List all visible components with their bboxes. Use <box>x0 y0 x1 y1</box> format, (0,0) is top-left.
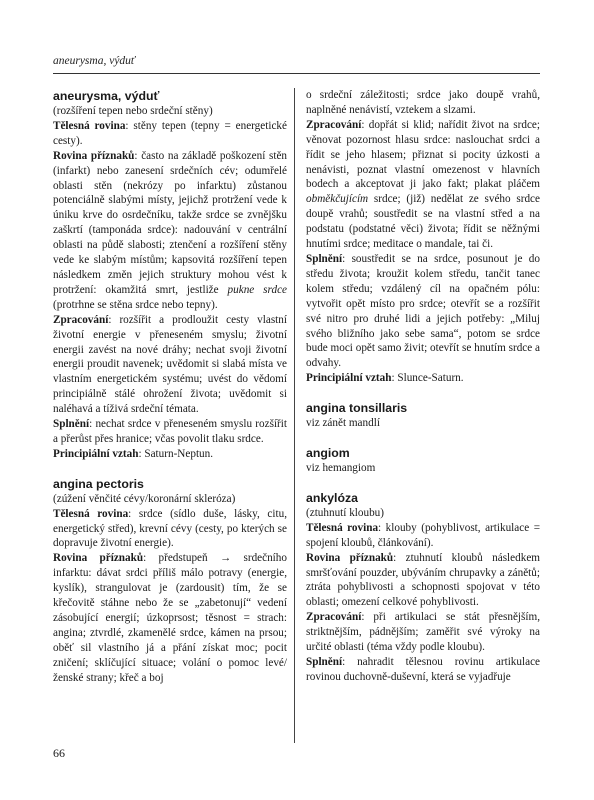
entry-paragraph <box>53 447 287 462</box>
entry-paragraph <box>306 371 540 386</box>
label-vztah: Principiální vztah <box>53 447 139 460</box>
running-head: aneurysma, výduť <box>53 55 136 67</box>
entry-paragraph <box>306 252 540 371</box>
label-telesna: Tělesná rovina <box>53 119 126 132</box>
label-splneni: Splnění <box>306 656 343 668</box>
label-zpracovani: Zpracování <box>306 611 362 624</box>
entry-crossref: viz zánět mandlí <box>306 417 380 430</box>
label-splneni: Splnění <box>306 252 343 265</box>
entry-aneurysma <box>53 88 287 462</box>
text-zpracovani-tail: srdce; (již) nedělat ze svého srdce doupě vrahů; soustředit se na vlastní střed a na podstatu (podstatné věci) života; řídit se něžnými hnutími srdce; meditace o mandale, tai či. <box>306 193 540 251</box>
label-splneni: Splnění <box>53 418 90 431</box>
entry-paragraph <box>306 655 540 685</box>
label-rovina: Rovina příznaků <box>53 552 144 565</box>
text-splneni: : soustředit se na srdce, posunout je do středu života; kroužit kolem středu, tančit tanec kolem středu; vzdálený cíl na opačném pólu: vytvořit opět místo pro srdce; otevřít se a rozšířit své nitro pro druhé lidi a jejich potřeby: „Miluj svého bližního jako sebe sama“, potom se srdce bude moci opět samo živit; otevřít se hnutím srdce a odvahy. <box>306 252 540 370</box>
entry-paragraph <box>306 551 540 611</box>
right-column <box>306 88 540 699</box>
entry-title: angiom <box>306 446 350 461</box>
entry-title: aneurysma, výduť <box>53 89 160 103</box>
entry-angina-tonsillaris <box>306 400 540 431</box>
entry-title: angina pectoris <box>53 476 144 491</box>
entry-title: angina tonsillaris <box>306 401 408 416</box>
entry-paragraph <box>53 551 287 685</box>
entry-paragraph <box>53 313 287 417</box>
column-divider <box>294 88 295 743</box>
text-zpracovani: : při artikulaci se stát přesnějším, striktnějším, pádnějším; zaměřit své výroky na určité oblasti (téma vždy podle kloubu). <box>306 611 540 654</box>
label-zpracovani: Zpracování <box>53 313 109 326</box>
entry-paragraph <box>306 118 540 252</box>
entry-angina-continued <box>306 88 540 386</box>
text-splneni: : nechat srdce v přeneseném smyslu rozšířit a přerůst přes hranice; včas povolit tlaku srdce. <box>53 418 287 445</box>
text-rovina-italic: pukne srdce <box>227 283 287 296</box>
entry-paragraph <box>53 119 287 149</box>
entry-paragraph <box>306 521 540 551</box>
text-rovina-tail: (protrhne se stěna srdce nebo tepny). <box>53 298 218 311</box>
header-rule <box>53 73 540 74</box>
text-zpracovani-italic: obměkčujícím <box>306 193 369 206</box>
label-telesna: Tělesná rovina <box>53 507 129 520</box>
text-telesna: : stěny tepen (tepny = energetické cesty). <box>53 119 287 147</box>
entry-angina-pectoris <box>53 476 287 686</box>
label-rovina: Rovina příznaků <box>306 551 394 564</box>
label-telesna: Tělesná rovina <box>306 521 379 534</box>
entry-subtitle: (zúžení věnčité cévy/koronární skleróza) <box>53 492 236 505</box>
entry-paragraph <box>53 149 287 313</box>
entry-paragraph: o srdeční záležitosti; srdce jako doupě vrahů, naplněné nenávistí, vztekem a slzami. <box>306 89 540 116</box>
text-zpracovani: : dopřát si klid; nařídit život na srdce; věnovat pozornost hlasu srdce: naslouchat srdci a řídit se jeho hlasem; přiznat si pocity úzkosti a nenávisti, poznat vlastní omezenost v hlavních bodech a akceptovat ji jako fakt; plakat pláčem <box>306 118 540 191</box>
entry-subtitle: (rozšíření tepen nebo srdeční stěny) <box>53 105 213 117</box>
label-vztah: Principiální vztah <box>306 372 392 385</box>
text-rovina: : často na základě poškození stěn (infarkt) nebo zanesení srdečních cév; odumřelé oblasti stěn (nekrózy po infarktu) zůstanou potenciálně slabými místy, jejichž protržení vede k úniku krve do osrdečníku, takže srdce se zvnějšku zaškrtí (tamponáda srdce): nadouvání v centrální oblasti na půdě slabosti; ztenčení a rozšíření stěny vede ke slabým místům; kapsovitá rozšíření tepen následkem změn jejich struktury mohou vést k protržení: okamžitá smrt, jestliže <box>53 149 288 296</box>
entry-ankyloza <box>306 490 540 685</box>
text-rovina: : ztuhnutí kloubů následkem smršťování pouzder, ubýváním chrupavky a zánětů; ztráta pohyblivosti a schopnosti spojovat v této oblasti; omezení celkové pohyblivosti. <box>306 551 540 609</box>
entry-crossref: viz hemangiom <box>306 462 376 475</box>
entry-paragraph <box>53 417 287 447</box>
left-column <box>53 88 287 700</box>
text-vztah: : Slunce-Saturn. <box>391 372 464 385</box>
entry-paragraph <box>53 507 287 552</box>
entry-paragraph <box>306 610 540 655</box>
text-splneni: : nahradit tělesnou rovinu artikulace rovinou duchovně-duševní, která se vyjadřuje <box>306 656 540 683</box>
page-number: 66 <box>53 746 65 760</box>
text-telesna: : klouby (pohyblivost, artikulace = spojení kloubů, článkování). <box>306 521 540 549</box>
label-rovina: Rovina příznaků <box>53 149 135 162</box>
entry-title: ankylóza <box>306 490 358 505</box>
text-vztah: : Saturn-Neptun. <box>138 447 214 460</box>
text-rovina: : předstupeň → srdečního infarktu: dávat srdci příliš málo potravy (energie, kyslík), strangulovat je (zardousit) tím, že se křečovitě stáhne nebo že se „zabetonují“ vedení zásobující energií; úzkoprsost; těsnost = strach: angina; ztvrdlé, zkamenělé srdce, kámen na prsou; oběť sil vlastního já a přání získat moc; pocit zničení; sklíčující situace; volání o pomoc levé/ženské strany; křeč a boj <box>53 552 287 684</box>
entry-angiom <box>306 445 540 476</box>
text-zpracovani: : rozšířit a prodloužit cesty vlastní životní energie v přeneseném smyslu; životní energii zavést na nové dráhy; nechat svoji životní energii proudit navenek; uvědomit si slabá místa ve vlastním energetickém systému; uvést do vědomí principiálně stálé ohrožení života; uvědomit si naléhavá a tíživá srdeční témata. <box>53 313 287 416</box>
text-telesna: : srdce (sídlo duše, lásky, citu, energetický střed), krevní cévy (cesty, po kterých se dopravuje životní energie). <box>53 507 288 550</box>
entry-subtitle: (ztuhnutí kloubu) <box>306 506 384 519</box>
label-zpracovani: Zpracování <box>306 118 362 131</box>
